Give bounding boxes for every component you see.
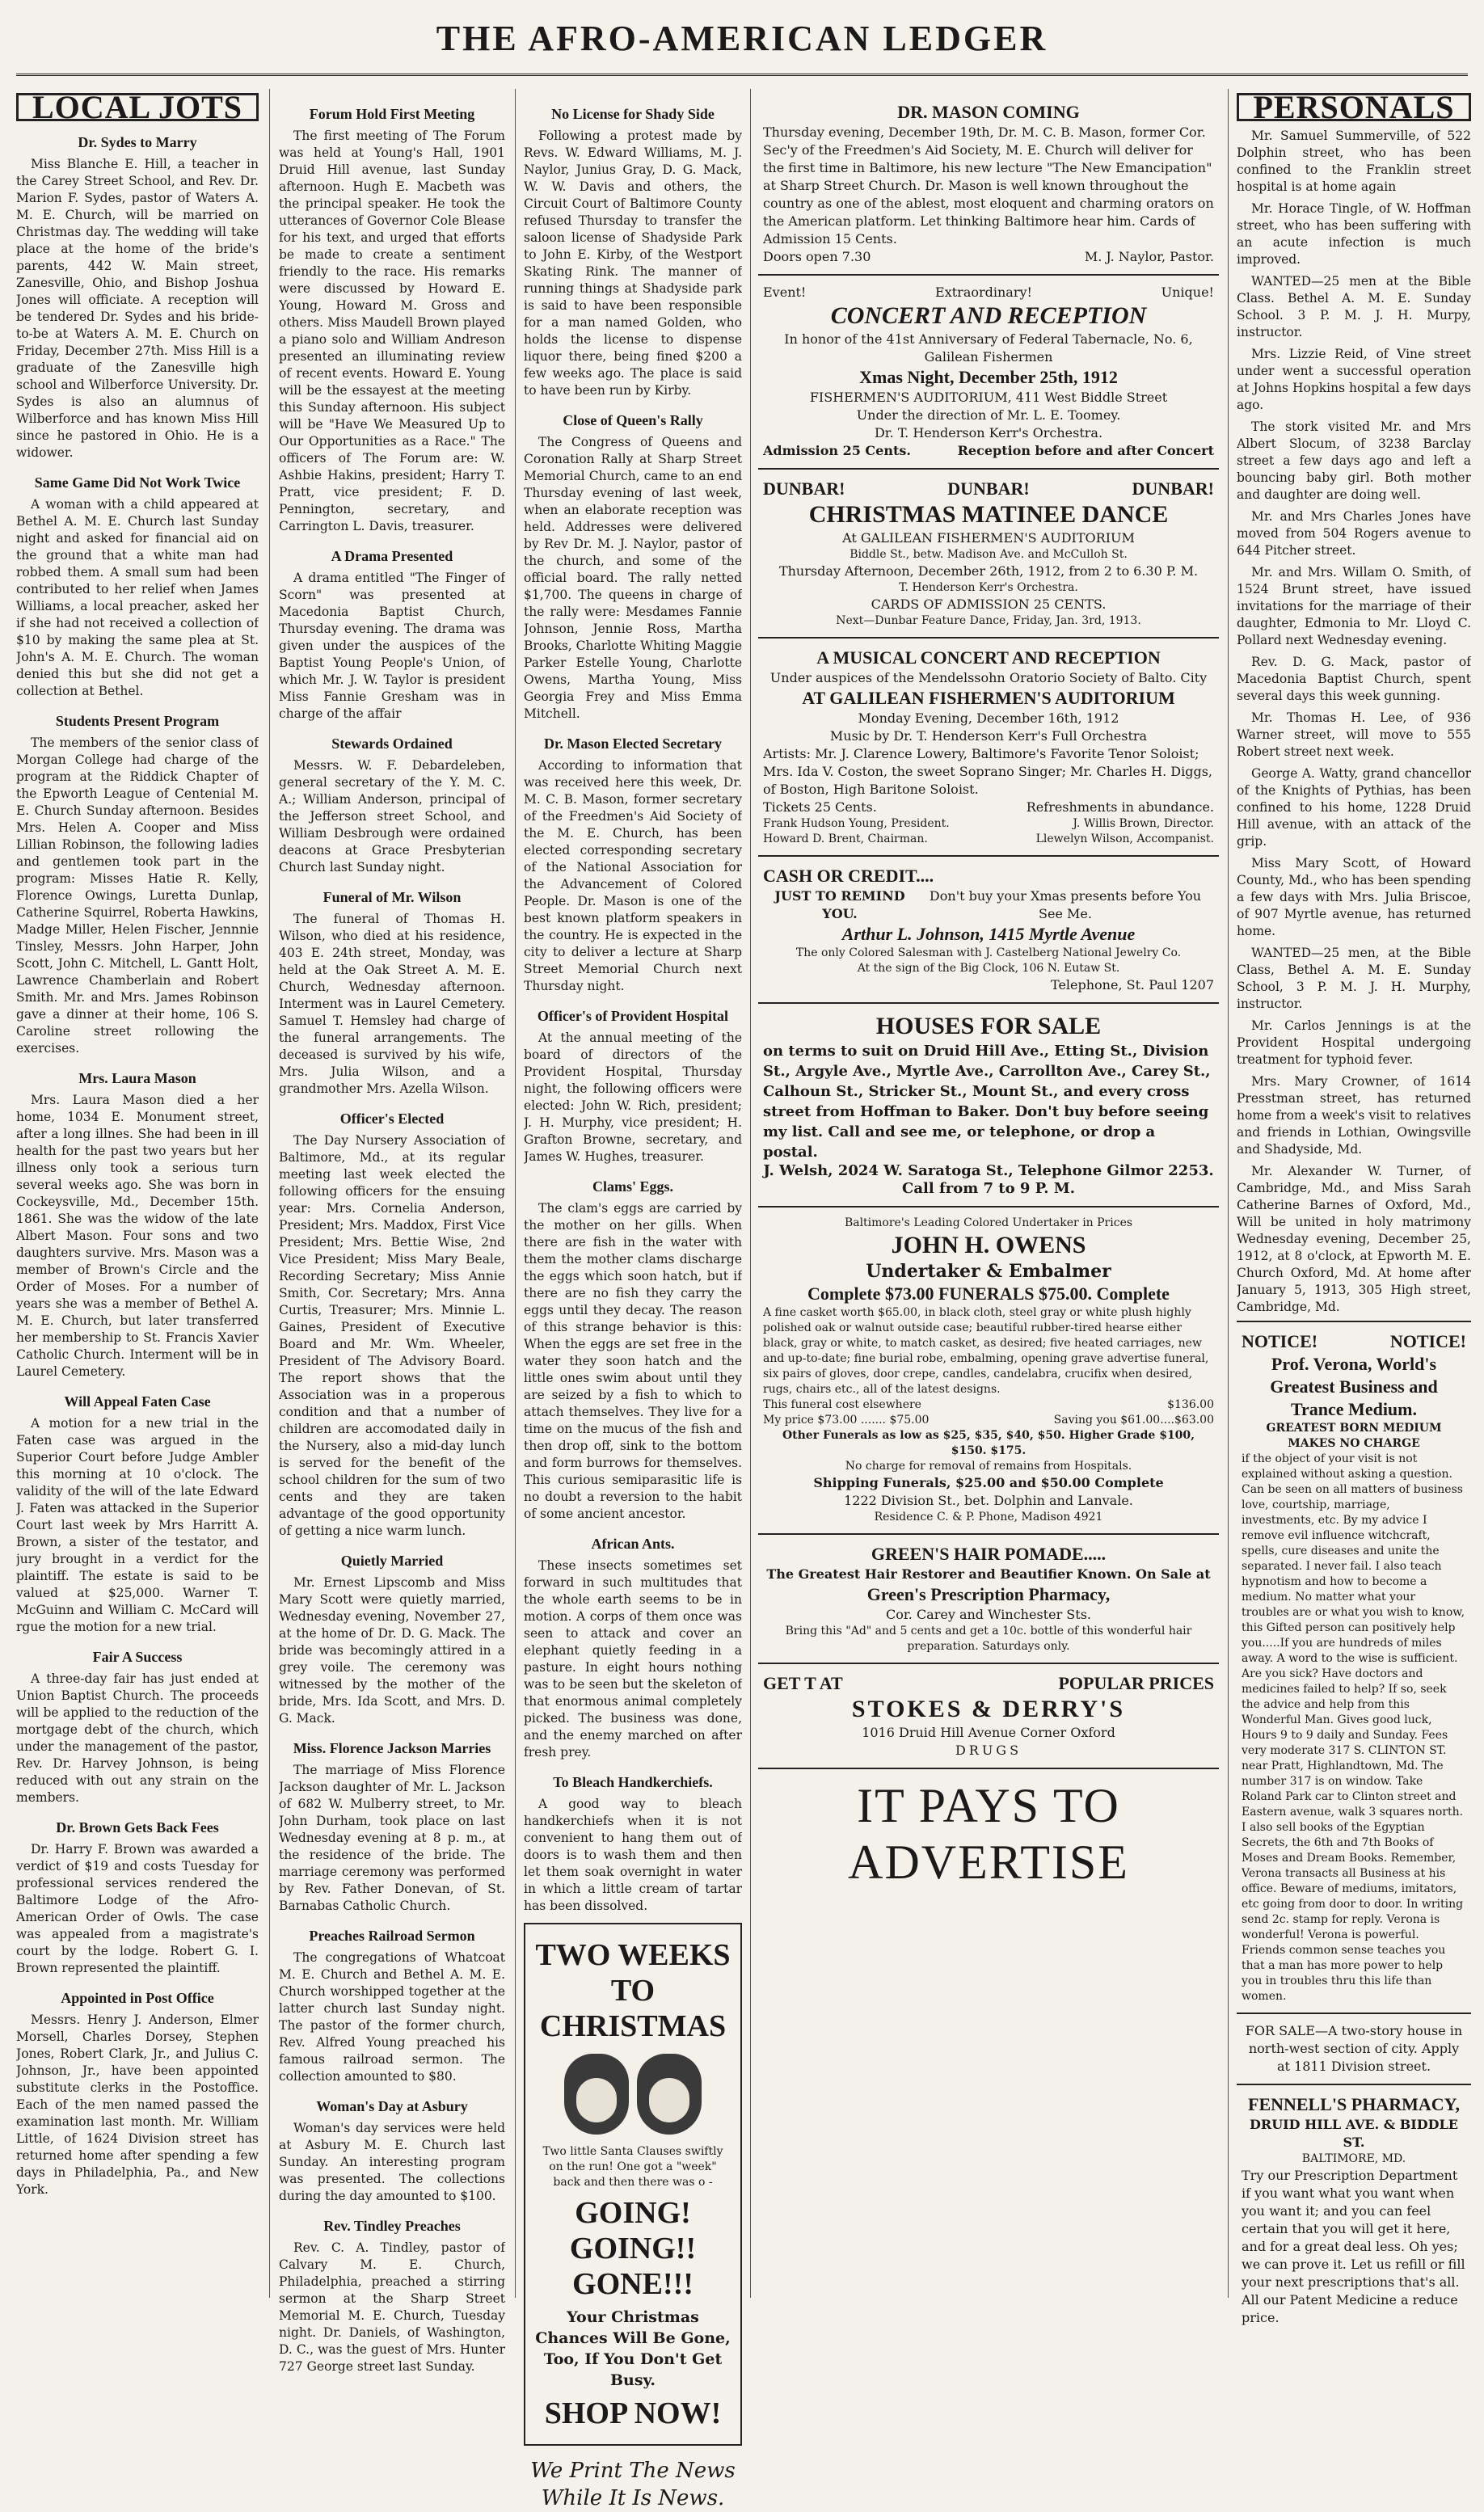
fennell-body: Try our Prescription Department if you want what you want when you want it; and you can feel certain that you will get it here, and for a great deal less. Oh yes; we can prove it. Let us refill or fill your next prescriptions that's all. All our Patent Medicine a reduce price. (1242, 2168, 1465, 2325)
dunbar-word: DUNBAR! (1132, 478, 1214, 499)
article-headline: Woman's Day at Asbury (316, 2098, 468, 2114)
concert-reception-ad (758, 276, 1219, 470)
personal-item: Mr. Carlos Jennings is at the Provident Hospital undergoing treatment for typhoid fever. (1237, 1018, 1471, 1067)
houses-body: on terms to suit on Druid Hill Ave., Etting St., Division St., Argyle Ave., Myrtle Ave., Carrollton Ave., Carey St., Calhoun St., Stricker St., Mount St., and every cross street from Hoffman to Baker. Don't buy before seeing my list. Call and see me, or telephone, or drop a postal. (763, 1043, 1211, 1161)
article-body: The congregations of Whatcoat M. E. Church and Bethel A. M. E. Church worshipped together at the latter church last Sunday night. The pastor of the former church, Rev. Alfred Young preached his famous railroad sermon. The collection amounted to $80. (279, 1950, 505, 2084)
owens-trade: Undertaker & Embalmer (866, 1261, 1111, 1282)
article-body: A three-day fair has just ended at Union Baptist Church. The proceeds will be applied to the reduction of the mortgage debt of the church, which under the management of the pastor, Rev. Dr. Harvey Johnson, is being reduced with out any strain on the members. (16, 1671, 259, 1805)
article-body: Mr. Ernest Lipscomb and Miss Mary Scott were quietly married, Wednesday evening, November 27, at the home of Dr. D. G. Mack. The bride was becomingly attired in a grey voile. The ceremony was witnessed by the mother of the bride, Mrs. Ida Scott, and Mrs. D. G. Mack. (279, 1575, 505, 1726)
article-body: A motion for a new trial in the Faten case was argued in the Superior Court before Judge Ambler this morning at 10 o'clock. The validity of the will of the late Edward J. Faten was attacked in the Superior Court last week by Mrs Harritt A. Brown, a sister of the testator, and jury brought in a verdict for the plaintiff. The estate is said to be valued at $25,000. Warner T. McGuinn and William C. McCard will rgue the motion for a new trial. (16, 1416, 259, 1634)
owens-complete: Complete (1096, 1283, 1170, 1304)
article-body: A good way to bleach handkerchiefs when it is not convenient to hang them out of doors is to wash them and then let them soak overnight in water in which a little cream of tartar has been dissolved. (524, 1797, 742, 1913)
personal-item: WANTED—25 men, at the Bible Class, Bethel A. M. E. Sunday School, 3 P. M. J. H. Murphy, instructor. (1237, 946, 1471, 1011)
article-body: These insects sometimes set forward in such multitudes that the whole earth seems to be in motion. A corps of them once was seen to attack and cover an elephant quietly feeding in a pasture. In eight hours nothing was to be seen but the skeleton of that enormous animal completely picked. The business was done, and the enemy marched on after fresh prey. (524, 1558, 742, 1760)
houses-contact: J. Welsh, 2024 W. Saratoga St., Telephone Gilmor 2253. Call from 7 to 9 P. M. (763, 1162, 1214, 1197)
concert-reception: Reception before and after Concert (957, 443, 1214, 458)
article-body: A woman with a child appeared at Bethel A. M. E. Church last Sunday night and asked for financial aid on the ground that a white man had robbed them. A small sum had been contributed to her relief when James Williams, a local preacher, asked her if she had not received a collection of $10 by making the same plea at St. John's A. M. E. Church. The woman denied this but she did not get a collection at Bethel. (16, 497, 259, 698)
owens-funerals-price: $73.00 FUNERALS $75.00. (884, 1283, 1093, 1304)
personal-item: Mr. and Mrs Charles Jones have moved from 504 Rogers avenue to 644 Pitcher street. (1237, 509, 1471, 558)
article-body: Messrs. Henry J. Anderson, Elmer Morsell, Charles Dorsey, Stephen Jones, Robert Clark, Jr., and Julius C. Johnson, Jr., have been appointed substitute clerks in the Postoffice. Each of the men named passed the examination last month. Mr. William Little, of 1624 Division street has returned home after spending a few days in Philadelphia, Pa., and New York. (16, 2013, 259, 2197)
article-headline: Dr. Sydes to Marry (78, 134, 197, 150)
dunbar-dance-ad (758, 470, 1219, 639)
article-headline: Appointed in Post Office (61, 1990, 214, 2006)
greens-pomade-ad (758, 1535, 1219, 1664)
johnson-xmas: Don't buy your Xmas presents before You See Me. (929, 888, 1202, 921)
christmas-ad-going: GOING! GOING!! GONE!!! (569, 2196, 697, 2301)
musical-accompanist: Llewelyn Wilson, Accompanist. (1035, 832, 1214, 845)
santa-face-icon (564, 2054, 629, 2135)
article-headline: Close of Queen's Rally (563, 412, 703, 428)
musical-president: Frank Hudson Young, President. (763, 817, 950, 830)
personal-item: Mr. Thomas H. Lee, of 936 Warner street, will move to 555 Robert street next week. (1237, 710, 1471, 759)
greens-note: Bring this "Ad" and 5 cents and get a 10c. bottle of this wonderful hair preparation. Saturdays only. (785, 1625, 1192, 1653)
johnson-desc: The only Colored Salesman with J. Castelberg National Jewelry Co. (795, 946, 1182, 959)
article-body: A drama entitled "The Finger of Scorn" was presented at Macedonia Baptist Church, Thursday evening. The drama was given under the auspices of the Baptist Young People's Union, of which Mr. J. W. Taylor is president Miss Fannie Gresham was in charge of the affair (279, 571, 505, 721)
article-headline: To Bleach Handkerchiefs. (553, 1774, 713, 1790)
owens-myprice: My price $73.00 ....... $75.00 (763, 1414, 930, 1427)
christmas-ad-caption: Two little Santa Clauses swiftly on the run! One got a "week" back and then there was o - (542, 2145, 723, 2189)
verona-sub: GREATEST BORN MEDIUM MAKES NO CHARGE (1266, 1422, 1442, 1450)
mason-coming-ad (758, 93, 1219, 276)
fennell-city: BALTIMORE, MD. (1301, 2152, 1406, 2165)
article-headline: Stewards Ordained (331, 735, 453, 752)
musical-tickets: Tickets 25 Cents. (763, 799, 877, 815)
concert-title: CONCERT AND RECEPTION (830, 302, 1147, 329)
musical-artists: Artists: Mr. J. Clarence Lowery, Baltimore's Favorite Tenor Soloist; Mrs. Ida V. Coston, the sweet Soprano Singer; Mr. Charles H. Diggs, of Boston, High Baritone Soloist. (763, 746, 1212, 797)
article-headline: Quietly Married (340, 1553, 444, 1569)
personals-list (1237, 128, 1471, 1316)
article-headline: Same Game Did Not Work Twice (34, 474, 241, 491)
fennell-addr: DRUID HILL AVE. & BIDDLE ST. (1250, 2117, 1458, 2150)
article-body: Following a protest made by Revs. W. Edward Williams, M. J. Naylor, Junius Gray, D. G. Mack, W. W. Davis and others, the Circuit Court of Baltimore County refused Thursday to transfer the saloon license of Shadyside Park to John E. Kirby, of the Westport Skating Rink. The manner of running things at Shadyside park is said to have been responsible for a man named Golden, who holds the license to dispense liquor there, being fined $200 a few weeks ago. The place is said to have been run by Kirby. (524, 129, 742, 398)
personal-item: George A. Watty, grand chancellor of the Knights of Pythias, has been confined to his home, 1228 Druid Hill avenue, with an attack of the grip. (1237, 766, 1471, 849)
stokes-addr: 1016 Druid Hill Avenue Corner Oxford (862, 1725, 1115, 1740)
concert-venue: FISHERMEN'S AUDITORIUM, 411 West Biddle Street (809, 390, 1168, 405)
fennell-pharmacy-ad (1237, 2085, 1471, 2335)
owens-other: Other Funerals as low as $25, $35, $40, $50. Higher Grade $100, $150. $175. (782, 1429, 1195, 1457)
advertise-text: IT PAYS TO ADVERTISE (848, 1779, 1129, 1889)
article-body: The members of the senior class of Morgan College had charge of the program at the Riddick Chapter of the Epworth League of Centenial M. E. Church Sunday afternoon. Besides Mrs. Helen A. Cooper and Miss Lillian Robinson, the following ladies and gentlemen took part in the program: Misses Hatie R. Kelly, Florence Owings, Luretta Dunlap, Catherine Squirrel, Roberta Hawkins, Madge Miller, Helen Fischer, Jennnie Tinsley, Messrs. John Harper, John Scott, John C. Mitchell, L. Gantt Holt, Lawrence Chamberlain and Robert Smith. Mr. and Mrs. James Robinson gave a dinner at their home, 106 S. Caroline street rollowing the exercises. (16, 735, 259, 1056)
column-three-articles (524, 106, 742, 1915)
greens-title: GREEN'S HAIR POMADE..... (871, 1544, 1107, 1564)
owens-name: JOHN H. OWENS (891, 1232, 1086, 1258)
johnson-name: Arthur L. Johnson, 1415 Myrtle Avenue (841, 924, 1136, 944)
personal-item: Rev. D. G. Mack, pastor of Macedonia Baptist Church, spent several days this week gunning. (1237, 655, 1471, 703)
owens-funerals (763, 1283, 1214, 1305)
concert-extraordinary: Extraordinary! (935, 284, 1032, 300)
article-body: The first meeting of The Forum was held at Young's Hall, 1901 Druid Hill avenue, last Sunday afternoon. Hugh E. Macbeth was the principal speaker. He took the utterances of Governor Cole Blease for his text, and urged that efforts be made to create a sentiment friendly to the race. His remarks were discussed by Howard E. Young, Howard M. Gross and others. Miss Maudell Brown played a piano solo and William Andreson presented an illuminating review of recent events. Howard E. Young will be the essayest at the meeting this Sunday afternoon. His subject will be "Have We Measured Up to Our Opportunities as a Race." The officers of The Forum are: W. Ashbie Hakins, president; Harry T. Pratt, vice president; F. D. Pennington, secretary, and Carrington L. Davis, treasurer. (279, 129, 505, 533)
johnson-remind: JUST TO REMIND YOU. (774, 888, 905, 921)
article-body: Messrs. W. F. Debardeleben, general secretary of the Y. M. C. A.; William Anderson, principal of the Jefferson street School, and William Desbrough were ordained deacons at Grace Presbyterian Church last Sunday night. (279, 758, 505, 875)
dunbar-word: DUNBAR! (763, 478, 845, 499)
article-body: Dr. Harry F. Brown was awarded a verdict of $19 and costs Tuesday for professional services rendered the Baltimore Lodge of the Afro-American Order of Owls. The case was appealed from a magistrate's court by the lodge. Robert G. I. Brown represented the plaintiff. (16, 1842, 259, 1975)
column-four-ads (758, 93, 1219, 1899)
musical-venue: AT GALILEAN FISHERMEN'S AUDITORIUM (802, 688, 1175, 708)
article-body: At the annual meeting of the board of directors of the Provident Hospital, Thursday night, the following officers were elected: John W. Rich, president; J. H. Murphy, vice president; H. Grafton Browne, secretary, and James W. Hughes, treasurer. (524, 1031, 742, 1164)
article-body: According to information that was received here this week, Dr. M. C. B. Mason, former secretary of the Freedmen's Aid Society of the M. E. Church, has been elected corresponding secretary of the National Association for the Advancement of Colored People. Dr. Mason is one of the best known platform speakers in the country. He is expected in the city to deliver a lecture at Sharp Street Memorial Church next Thursday night. (524, 758, 742, 993)
column-local-jots (16, 93, 259, 2203)
dunbar-cards: CARDS OF ADMISSION 25 CENTS. (871, 596, 1107, 612)
mason-signed: M. J. Naylor, Pastor. (1084, 249, 1214, 264)
article-headline: Preaches Railroad Sermon (309, 1928, 475, 1944)
section-header-local-jots: LOCAL JOTS (16, 93, 259, 121)
article-headline: Funeral of Mr. Wilson (323, 889, 462, 905)
owens-top: Baltimore's Leading Colored Undertaker in Prices (844, 1216, 1133, 1229)
stokes-derry-ad (758, 1664, 1219, 1769)
article-headline: African Ants. (591, 1536, 675, 1552)
article-headline: Dr. Brown Gets Back Fees (56, 1819, 219, 1836)
christmas-ad (524, 1923, 742, 2446)
owens-cost-value: $136.00 (1167, 1398, 1214, 1411)
verona-notice: NOTICE! (1389, 1331, 1466, 1351)
musical-refreshments: Refreshments in abundance. (1026, 799, 1214, 815)
personal-item: Mr. Alexander W. Turner, of Cambridge, Md., and Miss Sarah Catherine Barnes of Oxford, Md., Will be united in holy matrimony Wednesday evening, December 25, 1912, at 8 o'clock, at Epworth M. E. Church Oxford, Md. At home after January 5, 1913, 305 High street, Cambridge, Md. (1237, 1164, 1471, 1314)
section-header-personals: PERSONALS (1237, 93, 1471, 121)
personal-item: Mrs. Lizzie Reid, of Vine street under went a successful operation at Johns Hopkins hospital a few days ago. (1237, 347, 1471, 412)
article-headline: Officer's Elected (339, 1111, 445, 1127)
santa-illustration (535, 2054, 731, 2135)
fennell-name: FENNELL'S PHARMACY, (1248, 2094, 1460, 2114)
advertise-banner (758, 1769, 1219, 1899)
concert-orchestra: Dr. T. Henderson Kerr's Orchestra. (874, 425, 1103, 440)
article-body: Rev. C. A. Tindley, pastor of Calvary M. E. Church, Philadelphia, preached a stirring sermon at the Sharp Street Memorial M. E. Church, Tuesday night. Dr. Daniels, of Washington, D. C., was the guest of Mrs. Hunter 727 George street last Sunday. (279, 2240, 505, 2374)
column-two (279, 93, 505, 2380)
johnson-cash: CASH OR CREDIT.... (763, 866, 934, 886)
article-headline: Rev. Tindley Preaches (323, 2218, 461, 2234)
christmas-ad-cta: SHOP NOW! (544, 2396, 722, 2430)
owens-undertaker-ad (758, 1208, 1219, 1535)
greens-loc: Cor. Carey and Winchester Sts. (886, 1607, 1091, 1622)
article-body: Mrs. Laura Mason died a her home, 1034 E. Monument street, after a long illnes. She had been in ill health for the past two years but her illness only took a serious turn several weeks ago. She was born in Cockeysville, Md., December 15th. 1861. She was the widow of the late Albert Mason. Four sons and two daughters survive. Mrs. Mason was a member of Brown's Circle and the Order of Moses. For a number of years she was a member of Bethel A. M. E. Church, but later transferred her membership to St. Francis Xavier Catholic Church. Interment will be in Laurel Cemetery. (16, 1093, 259, 1379)
owens-shipping: Shipping Funerals, $25.00 and $50.00 Complete (813, 1475, 1164, 1490)
owens-body: A fine casket worth $65.00, in black cloth, steel gray or white plush highly polished oak or walnut outside case; beautiful rubber-tired hearse either black, gray or white, to match casket, as desired; five heated carriages, new and up-to-date; fine burial robe, embalming, opening grave advertise funeral, six pairs of gloves, door crepe, candles, candelabra, crucifix when desired, rugs, chairs etc., all of the latest designs. (763, 1306, 1209, 1396)
dunbar-orchestra: T. Henderson Kerr's Orchestra. (899, 581, 1078, 594)
verona-ad (1237, 1321, 1471, 2014)
article-body: The marriage of Miss Florence Jackson daughter of Mr. L. Jackson of 682 W. Mulberry street, to Mr. John Durham, took place on last Wednesday evening at 8 p. m., at the residence of the bride. The marriage ceremony was performed by Rev. Father Donevan, of St. Barnabas Catholic Church. (279, 1763, 505, 1913)
concert-honor: In honor of the 41st Anniversary of Federal Tabernacle, No. 6, Galilean Fishermen (784, 331, 1193, 365)
mason-doors: Doors open 7.30 (763, 249, 871, 264)
column-rule (750, 89, 751, 2298)
masthead (0, 0, 1484, 81)
musical-concert-ad (758, 639, 1219, 857)
concert-unique: Unique! (1161, 284, 1214, 300)
greens-sub: The Greatest Hair Restorer and Beautifier Known. On Sale at (766, 1566, 1211, 1582)
christmas-ad-headline: TWO WEEKS TO CHRISTMAS (535, 1938, 731, 2043)
article-headline: Miss. Florence Jackson Marries (293, 1740, 491, 1756)
article-body: The funeral of Thomas H. Wilson, who died at his residence, 403 E. 24th street, Monday, was held at the Oak Street A. M. E. Church, Wednesday afternoon. Interment was in Laurel Cemetery. Samuel T. Hemsley had charge of the funeral arrangements. The deceased is survived by his wife, Mrs. Julia Wilson, and a grandmother Mrs. Azella Wilson. (279, 912, 505, 1096)
concert-direction: Under the direction of Mr. L. E. Toomey. (856, 407, 1121, 423)
johnson-jewelry-ad (758, 857, 1219, 1004)
personal-item: Miss Mary Scott, of Howard County, Md., who has been spending a few days with Mrs. Julia Briscoe, of 907 Myrtle avenue, has returned home. (1237, 856, 1471, 938)
houses-for-sale-ad (758, 1004, 1219, 1208)
johnson-tel: Telephone, St. Paul 1207 (1051, 977, 1214, 993)
column-rule (269, 89, 270, 2298)
owens-cost-label: This funeral cost elsewhere (763, 1398, 921, 1411)
personal-item: Mr. and Mrs. Willam O. Smith, of 1524 Brunt street, have issued invitations for the marriage of their daughter, Edmonia to Mr. Lloyd C. Pollard next Wednesday evening. (1237, 565, 1471, 647)
masthead-rule (16, 74, 1468, 76)
dunbar-word: DUNBAR! (947, 478, 1030, 499)
article-headline: Forum Hold First Meeting (309, 106, 475, 122)
stokes-drugs: DRUGS (955, 1743, 1022, 1758)
mason-title: DR. MASON COMING (897, 102, 1080, 122)
article-body: The clam's eggs are carried by the mother on her gills. When there are fish in the water with them the mother clams discharge the eggs which soon hatch, but if there are no fish they carry the eggs until they decay. The reason of this strange behavior is this: When the eggs are set free in the water they soon hatch and the little ones swim about until they are seized by a fish to which to attach themselves. They live for a time on the mucus of the fish and then drop off, sink to the bottom and form burrows for themselves. This curious semiparasitic life is no doubt a reversion to the habit of some ancient ancestor. (524, 1201, 742, 1521)
owens-complete: Complete (807, 1283, 881, 1304)
johnson-sign: At the sign of the Big Clock, 106 N. Eutaw St. (857, 962, 1120, 975)
dunbar-next: Next—Dunbar Feature Dance, Friday, Jan. 3rd, 1913. (836, 614, 1141, 627)
article-body: Woman's day services were held at Asbury M. E. Church last Sunday. An interesting program was presented. The collections during the day amounted to $100. (279, 2121, 505, 2203)
article-headline: Clams' Eggs. (592, 1178, 673, 1195)
column-personals (1237, 93, 1471, 2335)
personal-item: Mrs. Mary Crowner, of 1614 Presstman street, has returned home from a week's visit to relatives and friends in Lothian, Owingsville and Shadyside, Md. (1237, 1074, 1471, 1157)
stokes-get: GET T AT (763, 1673, 843, 1693)
personal-item: The stork visited Mr. and Mrs Albert Slocum, of 3238 Barclay street a few days ago and left a bouncing baby girl. Both mother and daughter are doing well. (1237, 419, 1471, 502)
owens-saving: Saving you $61.00....$63.00 (1053, 1414, 1214, 1427)
musical-title: A MUSICAL CONCERT AND RECEPTION (816, 647, 1161, 668)
verona-body: if the object of your visit is not explained without asking a question. Can be seen on all matters of business love, courtship, marriage, investments, etc. By my advice I remove evil influence witchcraft, spells, cure diseases and unite the separated. I never fail. I also teach hypnotism and how to become a medium. No matter what your troubles are or what you wish to know, this Gifted person can positively help you.....If you are hundreds of miles away. A word to the wise is sufficient. Are you sick? Have doctors and medicines failed to help? If so, seek the advice and help from this Wonderful Man. Gives good luck, Hours 9 to 9 daily and Sunday. Fees very moderate 317 S. CLINTON ST. near Pratt, Highlandtown, Md. The number 317 is on window. Take Roland Park car to Clinton street and Eastern avenue, walk 3 squares north. I also sell books of the Egyptian Secrets, the 6th and 7th Books of Moses and Dream Books. Remember, Verona transacts all Business at his office. Beware of mediums, imitators, etc going from door to door. In writing send 2c. stamp for reply. Verona is wonderful! Verona is powerful. Friends common sense teaches you that a man has more power to help you in troubles thru this life than women. (1242, 1452, 1465, 2003)
owens-address: 1222 Division St., bet. Dolphin and Lanvale. (844, 1493, 1133, 1508)
santa-face-icon (637, 2054, 702, 2135)
dunbar-address: Biddle St., betw. Madison Ave. and McCulloh St. (850, 548, 1128, 561)
dunbar-title: CHRISTMAS MATINEE DANCE (808, 501, 1169, 528)
dunbar-venue: At GALILEAN FISHERMEN'S AUDITORIUM (842, 530, 1135, 546)
owens-nocharge: No charge for removal of remains from Hospitals. (845, 1460, 1132, 1473)
article-headline: A Drama Presented (331, 548, 453, 564)
print-news-ad: We Print The News While It Is News. (530, 2459, 736, 2510)
christmas-ad-chances: Your Christmas Chances Will Be Gone, Too, If You Don't Get Busy. (535, 2308, 731, 2389)
column-rule (1228, 89, 1229, 2298)
article-body: Miss Blanche E. Hill, a teacher in the Carey Street School, and Rev. Dr. Marion F. Sydes, pastor of Waters A. M. E. Church, will be married on Christmas day. The wedding will take place at the home of the bride's parents, 442 W. Main street, Zanesville, Ohio, and Bishop Joshua Jones will officiate. A reception will be tendered Dr. Sydes and his bride-to-be at Waters A. M. E. Church on Friday, December 27th. Miss Hill is a graduate of the Zanesville high school and Wilberforce University. Dr. Sydes is also an alumnus of Wilberforce and has known Miss Hill since he pastored in Ohio. He is a widower. (16, 157, 259, 460)
article-body: The Day Nursery Association of Baltimore, Md., at its regular meeting last week elected the following officers for the ensuing year: Mrs. Cornelia Anderson, President; Mrs. Maddox, First Vice President; Mrs. Bettie Wise, 2nd Vice President; Miss Mary Beale, Recording Secretary; Miss Annie Smith, Cor. Secretary; Mrs. Anna Curtis, Treasurer; Mrs. Minnie L. Gaines, President of Executive Board and Mr. Wm. Wheeler, President of The Advisory Board. The report shows that the Association was in a properous condition and that a number of children are accomodated daily in the Nursery, also a mid-day lunch is served for the benefit of the school children for the sum of two cents and they are taken advantage of the good opportunity of getting a nice warm lunch. (279, 1133, 505, 1538)
musical-director: J. Willis Brown, Director. (1073, 817, 1214, 830)
article-headline: Fair A Success (92, 1649, 183, 1665)
houses-title: HOUSES FOR SALE (875, 1013, 1102, 1039)
for-sale-notice: FOR SALE—A two-story house in north-west section of city. Apply at 1811 Division street. (1237, 2014, 1471, 2085)
musical-chairman: Howard D. Brent, Chairman. (763, 832, 928, 845)
owens-residence: Residence C. & P. Phone, Madison 4921 (874, 1511, 1103, 1524)
stokes-name: STOKES & DERRY'S (851, 1696, 1126, 1722)
personal-item: Mr. Horace Tingle, of W. Hoffman street, who has been suffering with an acute infection is much improved. (1237, 201, 1471, 267)
concert-admission: Admission 25 Cents. (763, 443, 911, 458)
newspaper-title: THE AFRO-AMERICAN LEDGER (436, 19, 1048, 58)
verona-name: Prof. Verona, World's (1271, 1354, 1437, 1374)
article-headline: Dr. Mason Elected Secretary (544, 735, 722, 752)
concert-date: Xmas Night, December 25th, 1912 (859, 367, 1118, 387)
verona-notice: NOTICE! (1242, 1331, 1318, 1351)
article-headline: Students Present Program (55, 713, 220, 729)
concert-event: Event! (763, 284, 807, 300)
article-headline: Will Appeal Faten Case (64, 1393, 211, 1410)
personal-item: WANTED—25 men at the Bible Class. Bethel A. M. E. Sunday School. 3 P. M. J. H. Murpy, instructor. (1237, 274, 1471, 339)
dunbar-time: Thursday Afternoon, December 26th, 1912, from 2 to 6.30 P. M. (778, 563, 1199, 579)
personal-item: Mr. Samuel Summerville, of 522 Dolphin street, who has been confined to the Franklin street hospital is at home again (1237, 129, 1471, 194)
article-headline: Officer's of Provident Hospital (537, 1008, 729, 1024)
mason-body: Thursday evening, December 19th, Dr. M. C. B. Mason, former Cor. Sec'y of the Freedmen's Aid Society, M. E. Church will deliver for the first time in Baltimore, his new lecture "The New Emancipation" at Sharp Street Church. Dr. Mason is well known throughout the country as one of the ablest, most eloquent and charming orators on the American platform. Let thinking Baltimore hear him. Cards of Admission 15 Cents. (763, 124, 1214, 247)
verona-title: Greatest Business and Trance Medium. (1270, 1376, 1438, 1419)
stokes-popular: POPULAR PRICES (1058, 1673, 1214, 1693)
column-rule (515, 89, 516, 2298)
article-body: The Congress of Queens and Coronation Rally at Sharp Street Memorial Church, came to an end Thursday evening of last week, when an elaborate reception was held. Addresses were delivered by Rev Dr. M. J. Naylor, pastor of the church, and some of the official board. The rally netted $1,700. The queens in charge of the rally were: Mesdames Fannie Johnson, Jennie Ross, Martha Brooks, Charlotte Whiting Maggie Parker Estelle Young, Charlotte Owens, Martha Young, Miss Georgia Frey and Miss Emma Mitchell. (524, 435, 742, 721)
column-three (524, 93, 742, 2512)
article-headline: No License for Shady Side (551, 106, 715, 122)
musical-auspices: Under auspices of the Mendelssohn Oratorio Society of Balto. City (769, 670, 1208, 685)
greens-store: Green's Prescription Pharmacy, (866, 1584, 1111, 1604)
musical-orchestra: Music by Dr. T. Henderson Kerr's Full Orchestra (829, 728, 1148, 744)
article-headline: Mrs. Laura Mason (78, 1070, 196, 1086)
musical-date: Monday Evening, December 16th, 1912 (858, 710, 1119, 726)
